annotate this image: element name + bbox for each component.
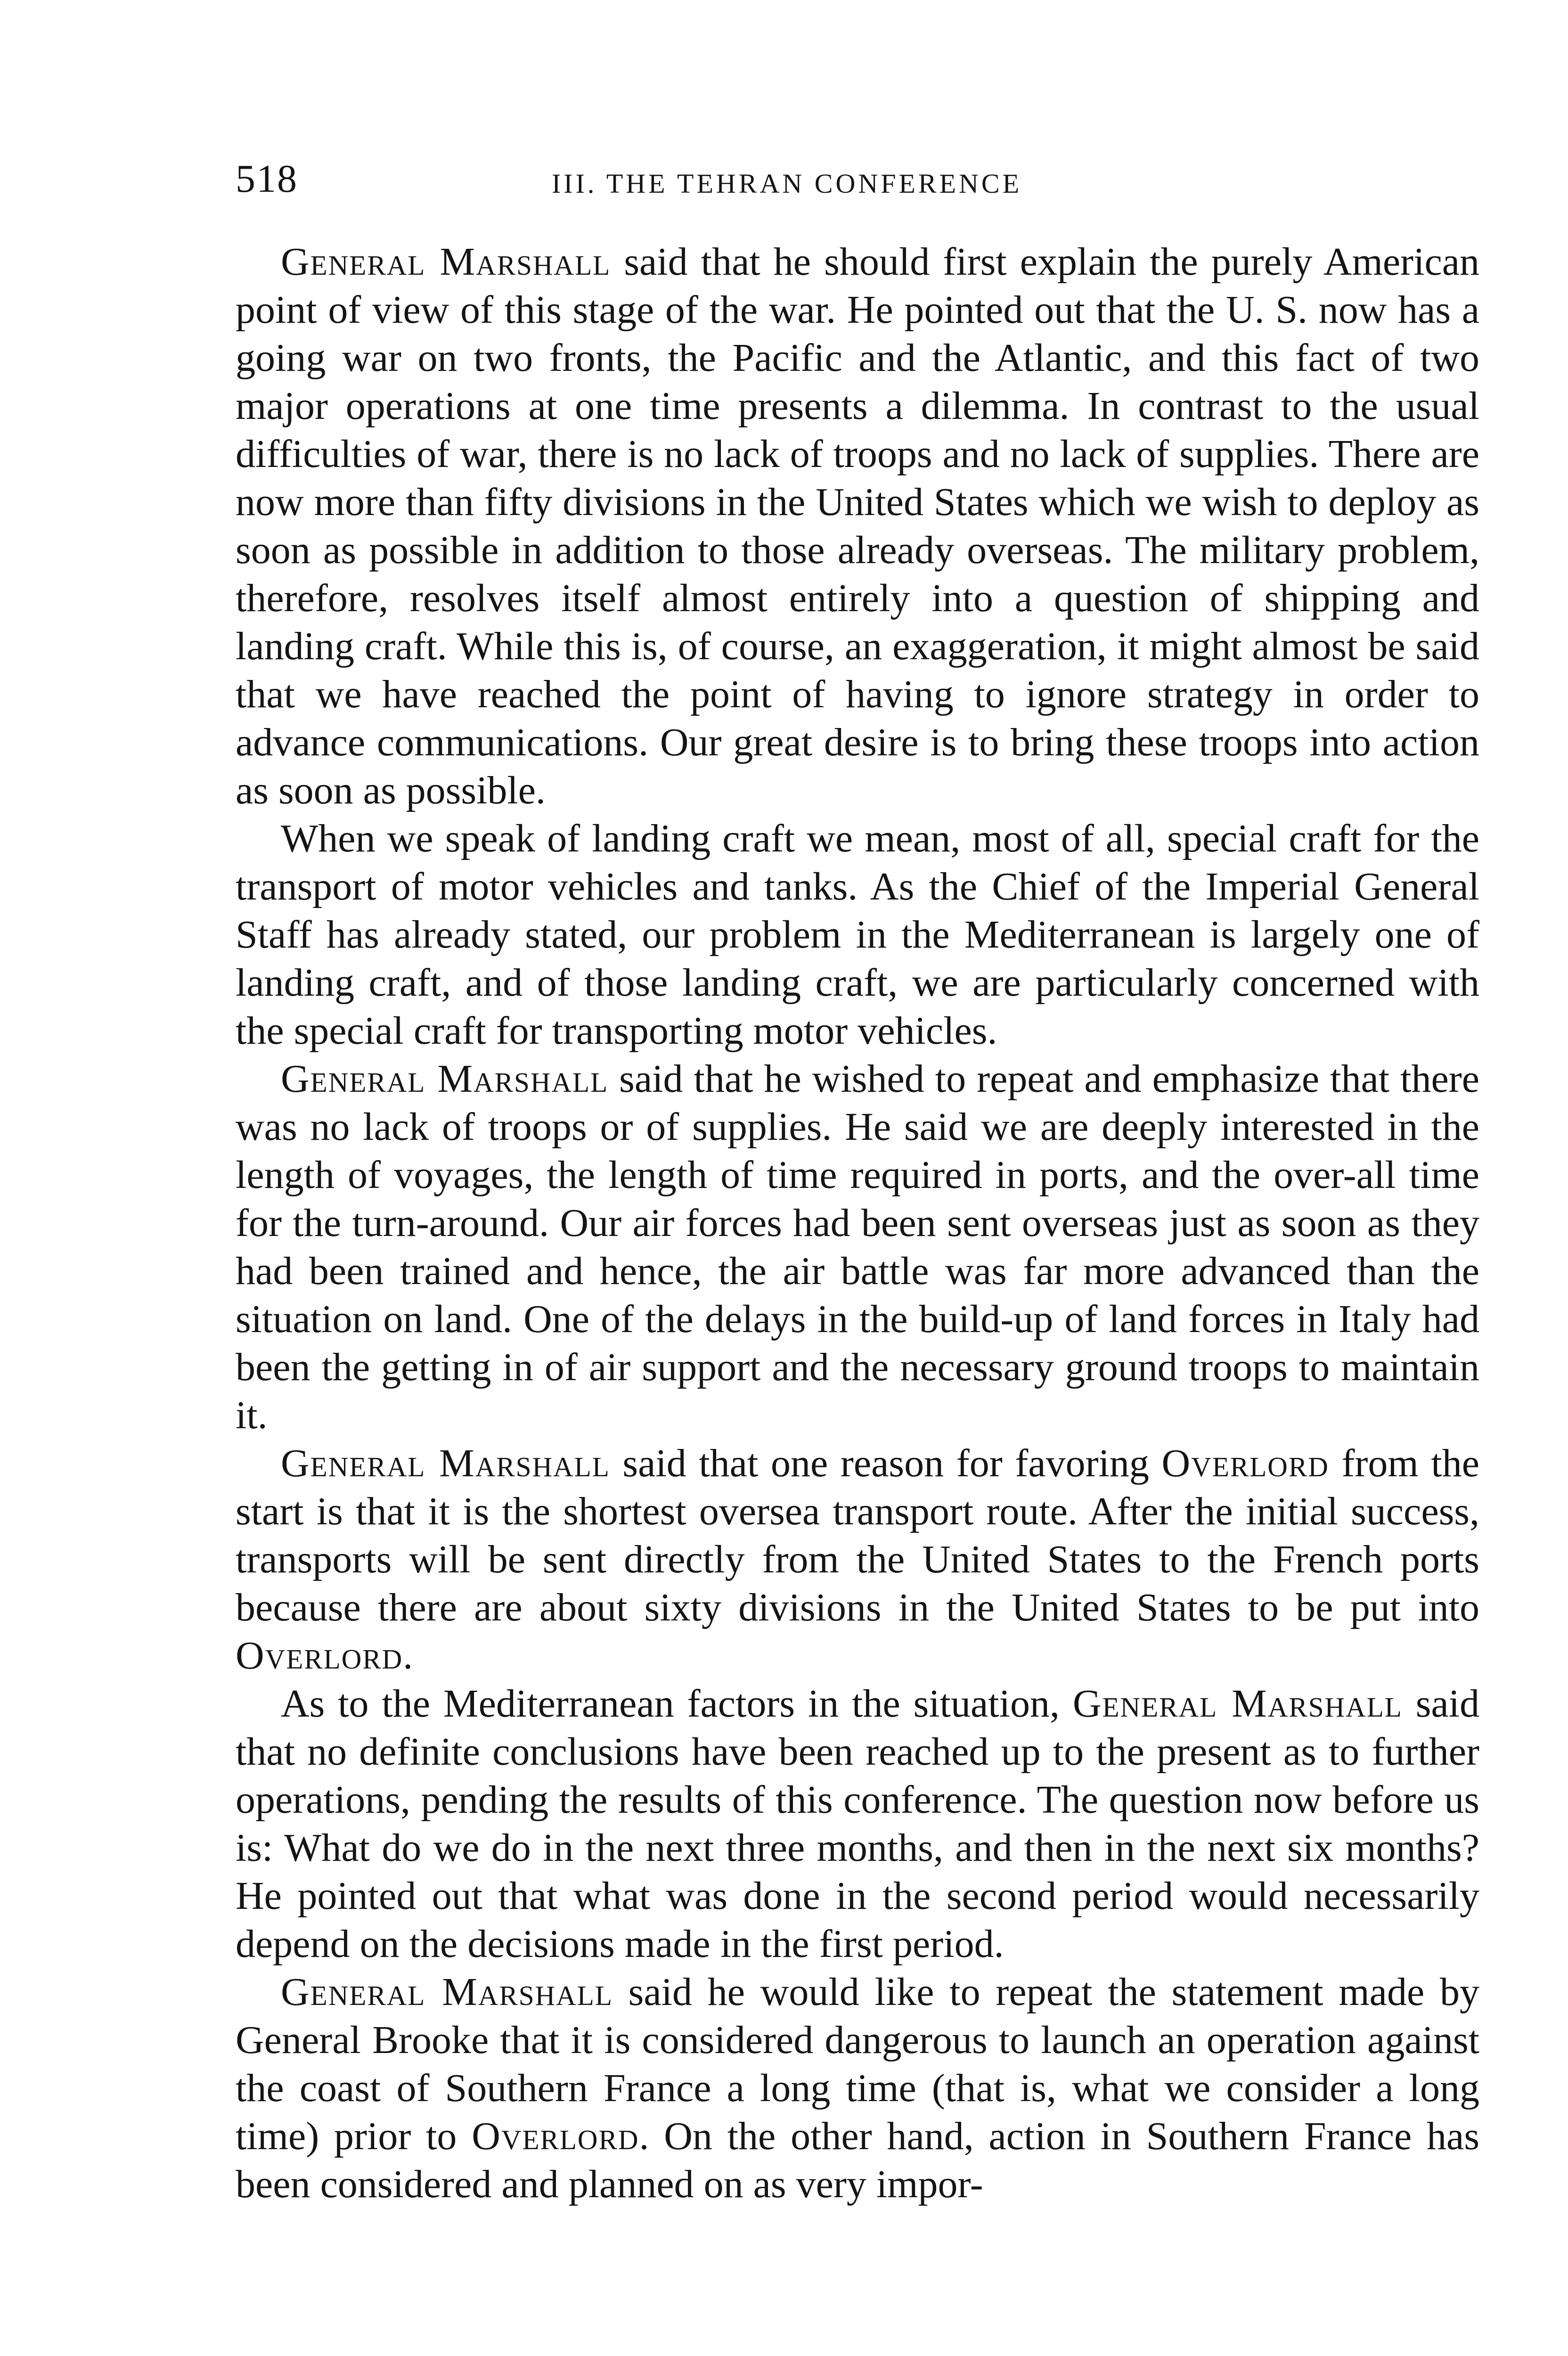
paragraph-4 <box>236 1440 1479 1680</box>
paragraph-text: said that he should first explain the purely American point of view of this stage of the war. He pointed out that the U. S. now has a going war on two fronts, the Pacific and the Atlantic, and this fact of two major operations at one time presents a dilemma. In contrast to the usual difficulties of war, there is no lack of troops and no lack of supplies. There are now more than fifty divisions in the United States which we wish to deploy as soon as possible in addition to those already overseas. The military problem, therefore, resolves itself almost entirely into a question of shipping and landing craft. While this is, of course, an exaggeration, it might almost be said that we have reached the point of having to ignore strategy in order to advance communications. Our great desire is to bring these troops into action as soon as possible. <box>236 240 1480 812</box>
page-number: 518 <box>236 157 298 201</box>
paragraph-text: said that no definite conclusions have been reached up to the present as to further operations, pending the results of this conference. The question now before us is: What do we do in the next three months, and then in the next six months? He pointed out that what was done in the second period would necessarily depend on the decisions made in the first period. <box>236 1682 1480 1966</box>
speaker-name: General Marshall <box>281 1441 610 1485</box>
paragraph-5 <box>236 1680 1479 1968</box>
speaker-name: General Marshall <box>281 1970 613 2014</box>
body-text <box>236 238 1479 2209</box>
paragraph-2 <box>236 815 1479 1055</box>
speaker-name: General Marshall <box>1072 1682 1403 1726</box>
running-head: III. THE TEHRAN CONFERENCE <box>551 168 1022 199</box>
operation-name: Overlord <box>236 1634 403 1677</box>
operation-name: Overlord <box>1161 1441 1329 1485</box>
paragraph-text: . <box>403 1634 413 1677</box>
paragraph-text: from the start is that it is the shortest oversea transport route. After the initial success, transports will be sent directly from the United States to the French ports because there are about sixty divisions in the United States to be put into <box>236 1441 1479 1629</box>
paragraph-text: said that he wished to repeat and emphasize that there was no lack of troops or of supplies. He said we are deeply interested in the length of voyages, the length of time required in ports, and the over-all time for the turn-around. Our air forces had been sent overseas just as soon as they had been trained and hence, the air battle was far more advanced than the situation on land. One of the delays in the build-up of land forces in Italy had been the getting in of air support and the necessary ground troops to maintain it. <box>236 1057 1480 1437</box>
paragraph-text: . On the other hand, action in Southern France has been considered and planned on as very impor- <box>236 2114 1480 2206</box>
paragraph-6 <box>236 1968 1479 2209</box>
speaker-name: General Marshall <box>281 240 611 284</box>
paragraph-text: When we speak of landing craft we mean, most of all, special craft for the transport of motor vehicles and tanks. As the Chief of the Imperial General Staff has already stated, our problem in the Mediterranean is largely one of landing craft, and of those landing craft, we are particularly concerned with the special craft for transporting motor vehicles. <box>236 817 1479 1053</box>
operation-name: Overlord <box>472 2114 639 2158</box>
paragraph-text: As to the Mediterranean factors in the situation, <box>281 1682 1073 1726</box>
page-header <box>236 151 1310 207</box>
paragraph-3 <box>236 1055 1479 1440</box>
speaker-name: General Marshall <box>281 1057 609 1101</box>
paragraph-text: said that one reason for favoring <box>610 1441 1162 1485</box>
paragraph-1 <box>236 238 1479 815</box>
paragraph-text: said he would like to repeat the statement made by General Brooke that it is considered dangerous to launch an operation against the coast of Southern France a long time (that is, what we consider a long time) prior to <box>236 1970 1479 2158</box>
